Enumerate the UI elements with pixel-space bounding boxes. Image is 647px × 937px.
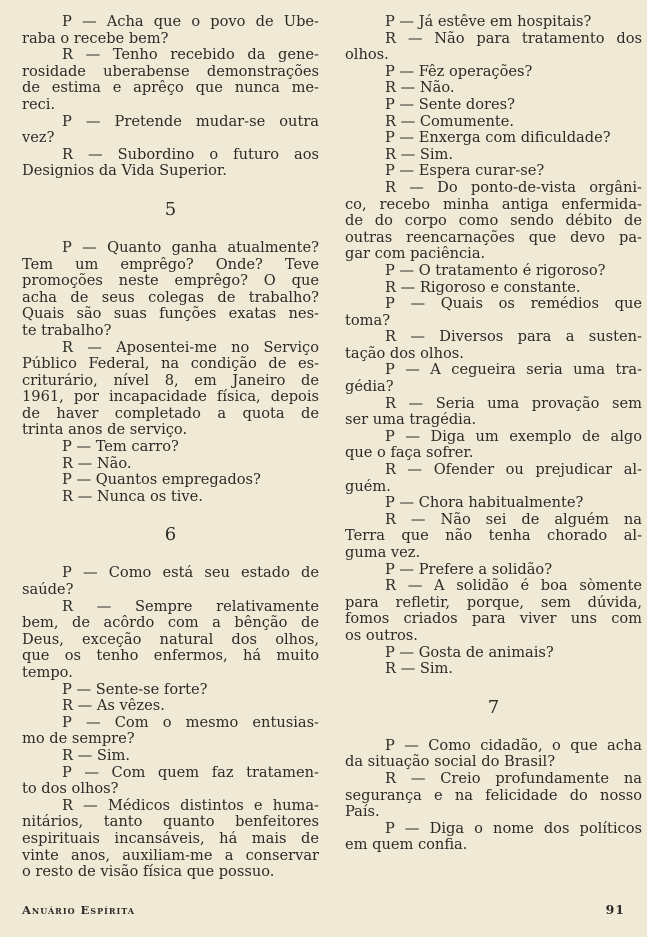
paragraph (345, 14, 642, 31)
text-line: R — Comumente. (385, 113, 515, 130)
text-line: trinta anos de serviço. (22, 422, 188, 439)
paragraph (345, 661, 642, 678)
paragraph (345, 163, 642, 180)
text-line: R — Sim. (385, 661, 454, 678)
text-line: outras reencarnações que devo pa- (345, 229, 642, 246)
text-line: R — Subordino o futuro aos (62, 146, 319, 163)
text-line: P — O tratamento é rigoroso? (385, 262, 606, 279)
paragraph (22, 240, 319, 340)
paragraph (345, 462, 642, 495)
text-line: nitários, tanto quanto benfeitores (22, 814, 319, 831)
paragraph (345, 362, 642, 395)
text-line: acha de seus colegas de trabalho? (22, 289, 319, 306)
text-line: R — Tenho recebido da gene- (62, 47, 319, 64)
text-line: em quem confia. (345, 837, 468, 854)
publication-name: Anuário Espírita (22, 903, 135, 917)
text-line: raba o recebe bem? (22, 30, 169, 47)
text-line: P — Sente dores? (385, 96, 515, 113)
text-line: Designios da Vida Superior. (22, 163, 227, 180)
text-line: P — Já estêve em hospitais? (385, 14, 592, 30)
text-line: R — Ofender ou prejudicar al- (385, 462, 642, 479)
right-column (345, 14, 642, 854)
text-line: olhos. (345, 47, 389, 64)
paragraph (345, 512, 642, 562)
text-line: Quais são suas funções exatas nes- (22, 306, 319, 323)
text-line: P — Como está seu estado de (62, 565, 319, 582)
text-line: segurança e na felicidade do nosso (345, 787, 642, 804)
paragraph (345, 821, 642, 854)
text-line: da situação social do Brasil? (345, 754, 556, 771)
section-number: 7 (487, 696, 500, 718)
text-line: P — A cegueira seria uma tra- (385, 362, 642, 379)
text-line: rosidade uberabense demonstrações (22, 63, 319, 80)
text-line: promoções neste emprêgo? O que (22, 273, 319, 290)
paragraph (22, 682, 319, 699)
paragraph (22, 456, 319, 473)
paragraph (22, 599, 319, 682)
text-line: R — Às vêzes. (62, 698, 165, 715)
paragraph (345, 495, 642, 512)
text-line: guém. (345, 478, 391, 495)
text-line: R — Diversos para a susten- (385, 329, 642, 346)
text-line: P — Acha que o povo de Ube- (62, 14, 319, 30)
paragraph (345, 738, 642, 771)
text-line: gédia? (345, 379, 394, 396)
text-line: os outros. (345, 627, 418, 644)
paragraph (22, 47, 319, 113)
text-line: espirituais incansáveis, há mais de (22, 830, 319, 847)
text-line: P — Quantos empregados? (62, 472, 261, 489)
text-line: P — Gosta de animais? (385, 644, 554, 661)
text-line: de haver completado a quota de (22, 405, 319, 422)
text-line: te trabalho? (22, 322, 112, 339)
paragraph (345, 64, 642, 81)
paragraph (22, 340, 319, 440)
text-line: R — Nunca os tive. (62, 488, 203, 505)
paragraph (345, 80, 642, 97)
text-line: reci. (22, 96, 56, 113)
text-line: P — Como cidadão, o que acha (385, 737, 642, 754)
paragraph (345, 97, 642, 114)
text-line: R — Seria uma provação sem (385, 395, 642, 412)
text-line: P — Fêz operações? (385, 63, 533, 80)
paragraph (22, 489, 319, 506)
text-line: saúde? (22, 582, 74, 599)
paragraph (345, 296, 642, 329)
text-line: R — Não. (385, 80, 455, 97)
paragraph (22, 472, 319, 489)
text-line: R — Rigoroso e constante. (385, 279, 581, 296)
text-line: P — Com o mesmo entusias- (62, 714, 319, 731)
text-line: R — Aposentei-me no Serviço (62, 339, 319, 356)
paragraph (345, 130, 642, 147)
text-line: para refletir, porque, sem dúvida, (345, 594, 642, 611)
page-footer (22, 902, 625, 917)
paragraph (345, 562, 642, 579)
paragraph (22, 439, 319, 456)
paragraph (345, 180, 642, 263)
text-line: P — Quanto ganha atualmente? (62, 239, 319, 256)
text-line: R — Não. (62, 455, 132, 472)
text-line: R — A solidão é boa sòmente (385, 578, 642, 595)
text-line: R — Creio profundamente na (385, 770, 642, 787)
page-number: 91 (605, 902, 625, 917)
text-line: Tem um emprêgo? Onde? Teve (22, 256, 319, 273)
text-line: guma vez. (345, 545, 421, 561)
text-line: o resto de visão física que possuo. (22, 864, 275, 881)
text-line: ser uma tragédia. (345, 412, 477, 429)
text-line: to dos olhos? (22, 781, 119, 798)
text-line: que o faça sofrer. (345, 445, 474, 462)
text-line: P — Pretende mudar-se outra (62, 113, 319, 130)
text-line: de do corpo como sendo débito de (345, 213, 642, 230)
text-line: P — Enxerga com dificuldade? (385, 130, 611, 147)
text-line: mo de sempre? (22, 731, 135, 748)
paragraph (22, 798, 319, 881)
text-line: R — Sempre relativamente (62, 598, 319, 615)
paragraph (345, 429, 642, 462)
text-line: bem, de acôrdo com a bênção de (22, 615, 319, 632)
text-line: toma? (345, 312, 391, 329)
text-line: P — Diga o nome dos políticos (385, 820, 642, 837)
text-line: Público Federal, na condição de es- (22, 356, 319, 373)
paragraph (22, 14, 319, 47)
paragraph (345, 645, 642, 662)
text-line: R — Do ponto-de-vista orgâni- (385, 179, 642, 196)
text-line: P — Tem carro? (62, 439, 179, 456)
text-line: Terra que não tenha chorado al- (345, 528, 642, 545)
text-line: vez? (22, 130, 55, 147)
text-line: R — Não sei de alguém na (385, 511, 642, 528)
text-line: P — Espera curar-se? (385, 163, 545, 180)
text-line: R — Não para tratamento dos (385, 30, 642, 47)
text-line: País. (345, 804, 380, 821)
text-line: gar com paciência. (345, 246, 486, 263)
text-line: P — Prefere a solidão? (385, 561, 553, 578)
section-number: 5 (164, 198, 177, 220)
paragraph (345, 771, 642, 821)
paragraph (22, 765, 319, 798)
text-line: P — Quais os remédios que (385, 296, 642, 313)
text-line: de estima e aprêço que nunca me- (22, 80, 319, 97)
text-line: P — Chora habitualmente? (385, 495, 584, 512)
text-line: R — Médicos distintos e huma- (62, 797, 319, 814)
paragraph (22, 147, 319, 180)
text-line: P — Diga um exemplo de algo (385, 428, 642, 445)
text-line: P — Com quem faz tratamen- (62, 764, 319, 781)
text-line: co, recebo minha antiga enfermida- (345, 196, 642, 213)
paragraph (345, 263, 642, 280)
text-line: R — Sim. (62, 747, 131, 764)
paragraph (345, 280, 642, 297)
paragraph (22, 698, 319, 715)
paragraph (345, 31, 642, 64)
paragraph (345, 578, 642, 644)
text-line: 1961, por incapacidade física, depois (22, 389, 319, 406)
paragraph (345, 114, 642, 131)
left-column (22, 14, 319, 881)
text-line: R — Sim. (385, 146, 454, 163)
paragraph (22, 114, 319, 147)
paragraph (345, 329, 642, 362)
text-line: criturário, nível 8, em Janeiro de (22, 372, 319, 389)
text-line: que os tenho enfermos, há muito (22, 648, 319, 665)
text-line: Deus, exceção natural dos olhos, (22, 631, 319, 648)
paragraph (345, 396, 642, 429)
text-line: vinte anos, auxiliam-me a conservar (22, 847, 319, 864)
section-number: 6 (164, 524, 177, 546)
text-line: P — Sente-se forte? (62, 681, 208, 698)
paragraph (22, 748, 319, 765)
text-line: tação dos olhos. (345, 345, 464, 362)
paragraph (345, 147, 642, 164)
paragraph (22, 565, 319, 598)
text-line: fomos criados para viver uns com (345, 611, 642, 628)
paragraph (22, 715, 319, 748)
text-line: tempo. (22, 665, 73, 681)
